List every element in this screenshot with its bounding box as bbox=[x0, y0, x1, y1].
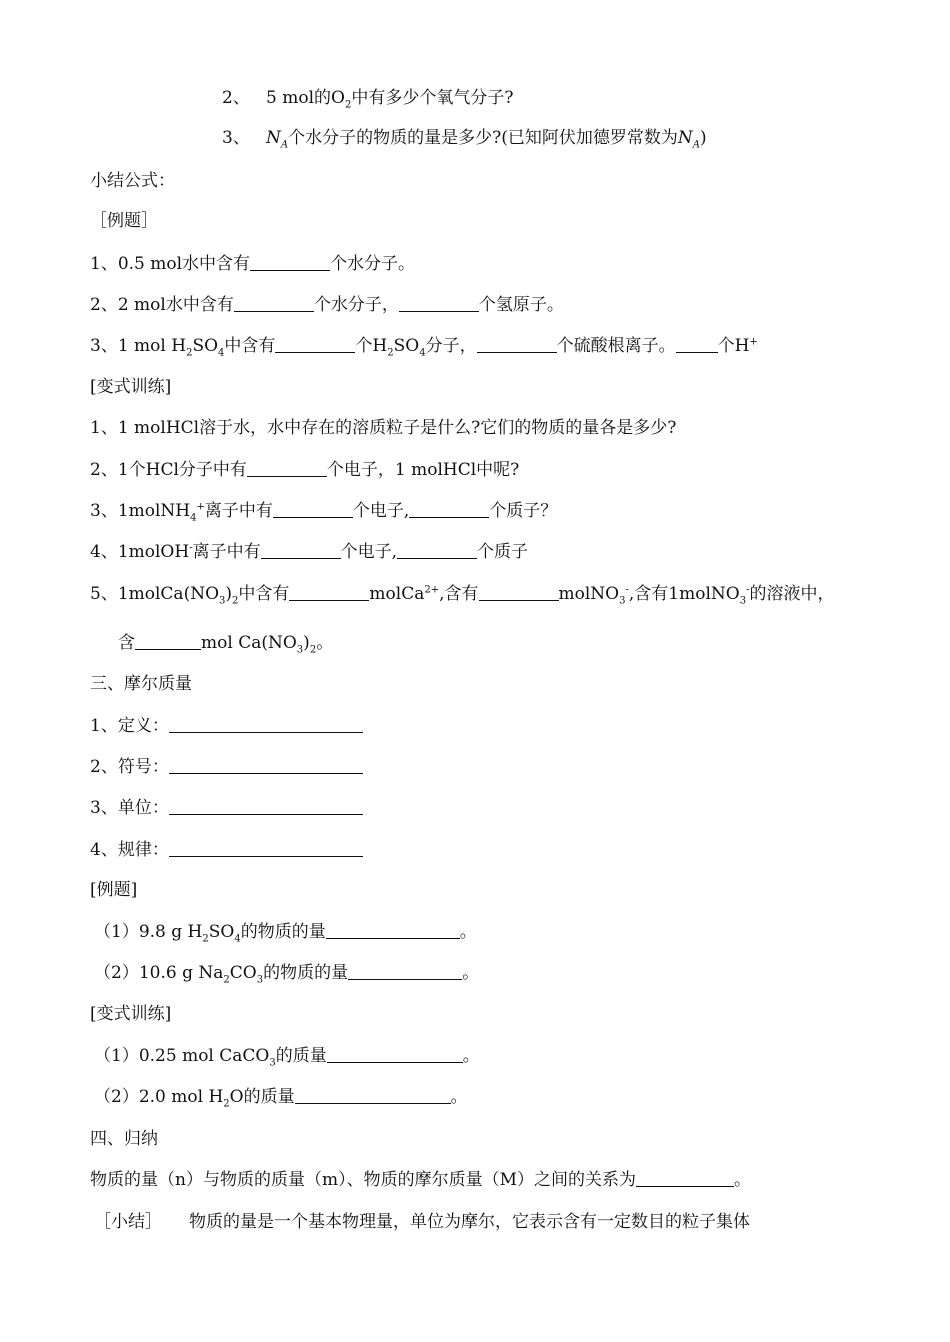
subscript: 2 bbox=[186, 347, 193, 359]
item-text: 中含有 bbox=[238, 584, 290, 604]
answer-blank[interactable] bbox=[397, 542, 477, 559]
answer-blank[interactable] bbox=[247, 460, 327, 477]
item-text: 个电子，1 molHCl中呢? bbox=[326, 460, 520, 480]
subscript: 3 bbox=[219, 595, 226, 607]
variant-item-2 bbox=[94, 1087, 468, 1110]
item-text: 。 bbox=[459, 922, 477, 942]
example-item-1 bbox=[94, 922, 477, 945]
question-2 bbox=[222, 88, 514, 111]
item-text: 3、1 mol H bbox=[90, 336, 187, 356]
question-text: 5 mol的O bbox=[266, 88, 345, 108]
answer-blank[interactable] bbox=[261, 542, 341, 559]
variant-item-3 bbox=[90, 501, 558, 524]
item-text: 5、1molCa(NO bbox=[90, 584, 220, 604]
item-text: molNO bbox=[558, 584, 620, 604]
item-text: （2）10.6 g Na bbox=[94, 963, 224, 983]
item-text: SO bbox=[208, 922, 235, 942]
item-text: 2、1个HCl分子中有 bbox=[90, 460, 247, 480]
answer-blank[interactable] bbox=[169, 757, 363, 774]
answer-blank[interactable] bbox=[676, 336, 718, 353]
subscript: 4 bbox=[419, 347, 426, 359]
summary-label: ［小结］ bbox=[94, 1212, 162, 1232]
item-text: 。 bbox=[450, 1087, 468, 1107]
subscript: A bbox=[692, 139, 701, 151]
question-3 bbox=[222, 128, 707, 151]
subscript: 3 bbox=[256, 974, 264, 986]
item-text: （1）0.25 mol CaCO bbox=[94, 1046, 270, 1066]
variant-heading: [变式训练] bbox=[90, 1004, 172, 1024]
question-number: 3、 bbox=[222, 128, 250, 148]
summary-text: 物质的量是一个基本物理量，单位为摩尔，它表示含有一定数目的粒子集体 bbox=[189, 1212, 751, 1232]
item-text: 。 bbox=[462, 1046, 480, 1066]
item-text: 。 bbox=[733, 1170, 751, 1190]
superscript: - bbox=[189, 542, 193, 554]
example-item-2 bbox=[90, 295, 564, 315]
subscript: 3 bbox=[296, 644, 304, 656]
answer-blank[interactable] bbox=[169, 840, 363, 857]
item-text: ,含有 bbox=[439, 584, 479, 604]
item-text: 个电子, bbox=[340, 542, 397, 562]
answer-blank[interactable] bbox=[275, 336, 355, 353]
section-heading-molar-mass: 三、摩尔质量 bbox=[90, 674, 192, 694]
definition-line bbox=[90, 716, 363, 736]
item-text: 中含有 bbox=[224, 336, 276, 356]
answer-blank[interactable] bbox=[169, 798, 363, 815]
item-text: 物质的量（n）与物质的质量（m）、物质的摩尔质量（M）之间的关系为 bbox=[90, 1170, 636, 1190]
unit-line bbox=[90, 798, 363, 818]
variant-heading: [变式训练] bbox=[90, 377, 172, 397]
rule-line bbox=[90, 840, 363, 860]
variant-item-5 bbox=[90, 584, 835, 607]
item-text: 个质子 bbox=[476, 542, 528, 562]
item-text: SO bbox=[192, 336, 219, 356]
item-text: 的物质的量 bbox=[240, 922, 326, 942]
item-text: 1、0.5 mol水中含有 bbox=[90, 254, 251, 274]
subscript: 3 bbox=[619, 595, 626, 607]
item-text: ) bbox=[225, 584, 233, 604]
item-text: mol Ca(NO bbox=[201, 633, 297, 653]
item-text: 个H bbox=[717, 336, 750, 356]
superscript: 2+ bbox=[424, 584, 440, 596]
variant-item-1 bbox=[94, 1046, 480, 1069]
final-summary bbox=[94, 1212, 750, 1232]
item-text: ,含有1molNO bbox=[628, 584, 740, 604]
answer-blank[interactable] bbox=[273, 501, 353, 518]
item-text: 2、2 mol水中含有 bbox=[90, 295, 234, 315]
item-text: 含 bbox=[118, 633, 135, 653]
item-text: （2）2.0 mol H bbox=[94, 1087, 224, 1107]
item-text: 4、1molOH bbox=[90, 542, 190, 562]
item-text: 的物质的量 bbox=[263, 963, 349, 983]
subscript: 2 bbox=[232, 595, 239, 607]
item-text: ) bbox=[303, 633, 310, 653]
item-text: （1）9.8 g H bbox=[94, 922, 203, 942]
item-text: 。 bbox=[316, 633, 334, 653]
item-text: 个H bbox=[355, 336, 388, 356]
answer-blank[interactable] bbox=[348, 963, 462, 980]
item-text: CO bbox=[229, 963, 257, 983]
example-item-2 bbox=[94, 963, 480, 986]
answer-blank[interactable] bbox=[295, 1087, 451, 1104]
subscript: 2 bbox=[387, 347, 394, 359]
answer-blank[interactable] bbox=[326, 922, 460, 939]
example-item-3 bbox=[90, 336, 758, 359]
item-text: 个水分子， bbox=[313, 295, 399, 315]
answer-blank[interactable] bbox=[409, 501, 489, 518]
variant-item-2 bbox=[90, 460, 519, 480]
subscript: 4 bbox=[234, 933, 241, 945]
item-text: molCa bbox=[369, 584, 425, 604]
answer-blank[interactable] bbox=[250, 254, 330, 271]
subscript: 3 bbox=[739, 595, 747, 607]
subscript: 4 bbox=[190, 512, 197, 524]
item-text: 个氢原子。 bbox=[478, 295, 564, 315]
item-text: 的质量 bbox=[275, 1046, 327, 1066]
question-text: ) bbox=[700, 128, 707, 148]
section-heading-induction: 四、归纳 bbox=[90, 1129, 158, 1149]
subscript: 2 bbox=[345, 99, 352, 111]
item-text: 离子中有 bbox=[204, 501, 273, 521]
subscript: A bbox=[280, 139, 289, 151]
answer-blank[interactable] bbox=[135, 633, 201, 650]
variant-item-1: 1、1 molHCl溶于水，水中存在的溶质粒子是什么?它们的物质的量各是多少? bbox=[90, 418, 677, 438]
answer-blank[interactable] bbox=[169, 716, 363, 733]
answer-blank[interactable] bbox=[636, 1170, 734, 1187]
item-text: 。 bbox=[462, 963, 480, 983]
item-text: 分子， bbox=[425, 336, 477, 356]
answer-blank[interactable] bbox=[399, 295, 479, 312]
variant-item-4 bbox=[90, 542, 528, 562]
question-text: 中有多少个氧气分子? bbox=[351, 88, 514, 108]
item-text: 个质子？ bbox=[489, 501, 558, 521]
avogadro-symbol: N bbox=[677, 128, 693, 148]
item-text: 4、规律： bbox=[90, 840, 169, 860]
example-heading: ［例题］ bbox=[90, 211, 158, 231]
item-text: 个硫酸根离子。 bbox=[556, 336, 676, 356]
superscript: + bbox=[196, 501, 205, 513]
answer-blank[interactable] bbox=[327, 1046, 463, 1063]
item-text: 3、1molNH bbox=[90, 501, 191, 521]
subscript: 4 bbox=[218, 347, 225, 359]
answer-blank[interactable] bbox=[477, 336, 557, 353]
item-text: 的溶液中， bbox=[749, 584, 835, 604]
item-text: 离子中有 bbox=[192, 542, 261, 562]
example-item-1 bbox=[90, 254, 415, 274]
item-text: 2、符号： bbox=[90, 757, 169, 777]
item-text: O的质量 bbox=[229, 1087, 295, 1107]
subscript: 2 bbox=[223, 974, 230, 986]
avogadro-symbol: N bbox=[266, 128, 281, 148]
superscript: - bbox=[746, 584, 750, 596]
answer-blank[interactable] bbox=[479, 584, 559, 601]
question-number: 2、 bbox=[222, 88, 250, 108]
item-text: 个电子, bbox=[352, 501, 410, 521]
variant-item-5-cont bbox=[118, 633, 334, 656]
item-text: 3、单位： bbox=[90, 798, 169, 818]
item-text: 个水分子。 bbox=[330, 254, 416, 274]
answer-blank[interactable] bbox=[289, 584, 369, 601]
answer-blank[interactable] bbox=[234, 295, 314, 312]
superscript: + bbox=[749, 336, 758, 348]
subscript: 3 bbox=[269, 1057, 276, 1069]
item-text: 1、定义： bbox=[90, 716, 169, 736]
example-heading: [例题] bbox=[90, 880, 138, 900]
induction-text bbox=[90, 1170, 751, 1190]
subscript: 2 bbox=[309, 644, 317, 656]
symbol-line bbox=[90, 757, 363, 777]
question-text: 个水分子的物质的量是多少?(已知阿伏加德罗常数为 bbox=[288, 128, 678, 148]
subscript: 2 bbox=[223, 1098, 230, 1110]
subscript: 2 bbox=[202, 933, 209, 945]
superscript: - bbox=[625, 584, 629, 596]
summary-formula: 小结公式： bbox=[90, 171, 175, 191]
item-text: SO bbox=[393, 336, 420, 356]
